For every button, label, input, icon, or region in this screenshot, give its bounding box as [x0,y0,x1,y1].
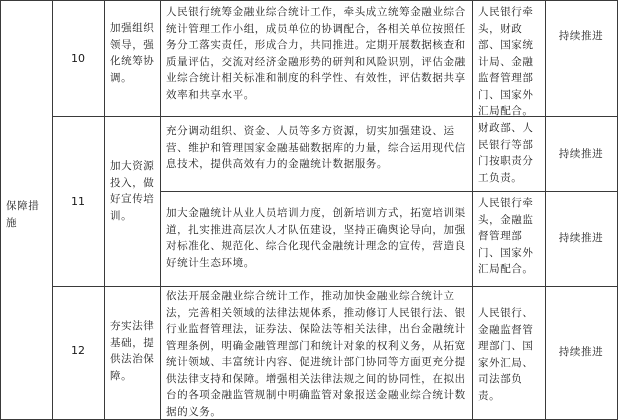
measure-title: 加强组织领导，强化统筹协调。 [110,22,155,84]
col-divider [472,0,473,420]
responsible-dept: 人民银行牵头，财政部、国家统计局、金融监督管理部门、国家外汇局配合。 [478,6,534,117]
row-divider [52,286,618,287]
task-content: 依法开展金融业综合统计工作，推动加快金融业综合统计立法，完善相关领域的法律法规体系，推动修订人民银行法、银行业监督管理法，证券法、保险法等相关法律，出台金融统计管理条例，明确金融管理部门和统计对象的权利义务，从拓宽统计领域、丰富统计内容、促进统计部门协同等方面更充分提供法律支持和保障。增强相关法律法规之间的协同性，在拟出台的各项金融监管规制中明确监管对象报送金融业综合统计数据的义务。 [166,290,466,418]
status: 持续推进 [558,148,604,160]
col-divider [104,0,105,420]
responsible-dept: 人民银行牵头，金融监督管理部门、国家外汇局配合。 [478,197,534,275]
row-number: 10 [71,52,85,65]
group-label: 保障措施 [6,200,40,229]
status: 持续推进 [558,232,604,244]
task-content: 充分调动组织、资金、人员等多方资源，切实加强建设、运营、维护和管理国家金融基础数据库的力量，综合运用现代信息技术，提供高效有力的金融统计数据服务。 [166,125,466,170]
task-content: 人民银行统筹金融业综合统计工作，牵头成立统筹金融业综合统计管理工作小组，成员单位的协调配合，各相关单位按照任务分工落实责任，形成合力，共同推进。定期开展数据核查和质量评估，交流对经济金融形势的研判和风险识别，评估金融业综合统计相关标准和制度的科学性、有效性，评估数据共享效率和共享水平。 [166,6,466,101]
task-content: 加大金融统计从业人员培训力度，创新培训方式，拓宽培训渠道，扎实推进高层次人才队伍建设，坚持正确舆论导向，加强对标准化、规范化、综合化现代金融统计理念的宣传，营造良好统计生态环境。 [166,207,466,269]
row-divider [160,191,618,192]
col-divider [160,0,161,420]
measure-title: 夯实法律基础，提供法治保障。 [110,320,155,382]
responsible-dept: 财政部、人民银行等部门按职责分工负责。 [478,122,534,184]
responsible-dept: 人民银行、金融监督管理部门、国家外汇局、司法部负责。 [478,307,534,402]
row-number: 12 [71,344,85,357]
measure-title: 加大资源投入，做好宣传培训。 [110,160,155,222]
row-divider [0,0,618,1]
col-divider [0,0,1,420]
status: 持续推进 [558,30,604,42]
status: 持续推进 [558,346,604,358]
row-number: 11 [71,195,85,208]
